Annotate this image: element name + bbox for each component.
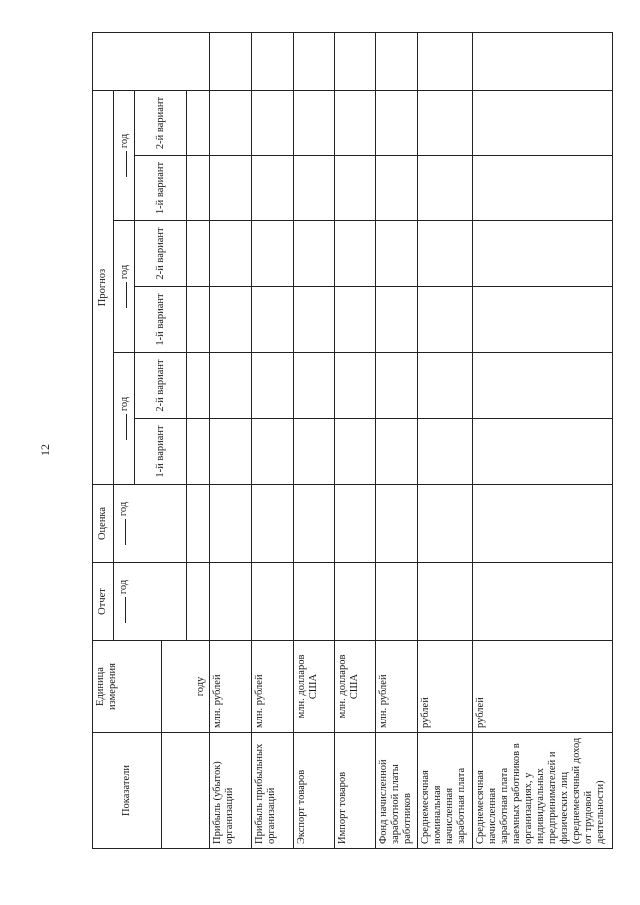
empty-cell [376,353,418,419]
empty-cell [376,563,418,641]
empty-cell [209,353,251,419]
empty-cell [472,485,612,563]
header-estimate-year [114,485,187,563]
header-report: Отчет [93,563,114,641]
empty-cell [209,221,251,287]
empty-cell [334,485,376,563]
empty-cell [418,33,472,91]
empty-cell [472,419,612,485]
forecast-table [92,32,613,849]
row-unit: млн. долларов США [293,641,334,733]
empty-cell [209,485,251,563]
empty-cell [209,33,251,91]
empty-cell [293,419,334,485]
empty-cell [418,485,472,563]
year-label: год [119,264,131,280]
year-blank [116,519,126,545]
empty-cell [376,221,418,287]
header-report-year [114,563,187,641]
empty-cell [187,563,210,641]
empty-cell [209,287,251,353]
empty-cell [209,419,251,485]
row-indicator-name: Экспорт товаров [293,733,334,849]
row-unit: рублей [472,641,612,733]
empty-cell [472,563,612,641]
empty-cell [293,156,334,221]
table-row [376,33,418,849]
empty-cell [251,91,293,156]
header-estimate: Оценка [93,485,114,563]
empty-cell [418,221,472,287]
year-blank [117,414,127,440]
row-unit: млн. рублей [376,641,418,733]
empty-cell [293,563,334,641]
empty-cell [334,33,376,91]
empty-cell [187,156,210,221]
empty-cell [251,485,293,563]
table-row [251,33,293,849]
header-variant-2: 2-й вариант [134,91,186,156]
empty-cell [376,287,418,353]
empty-cell [472,287,612,353]
empty-cell [418,156,472,221]
empty-cell [418,563,472,641]
empty-cell [472,156,612,221]
empty-cell [187,287,210,353]
year-blank [116,597,126,623]
header-indicator: Показатели [93,733,162,849]
year-blank [117,282,127,308]
empty-cell [251,419,293,485]
empty-cell [376,419,418,485]
empty-cell [251,33,293,91]
empty-cell [251,563,293,641]
empty-cell [187,419,210,485]
empty-cell [209,563,251,641]
table-row [209,33,251,849]
empty-cell [187,91,210,156]
empty-cell [251,221,293,287]
empty-cell [187,353,210,419]
empty-cell [418,419,472,485]
empty-cell [472,353,612,419]
table-row [293,33,334,849]
header-forecast-year-2 [114,221,134,353]
header-indicator-subcell [161,733,209,849]
header-variant-1: 1-й вариант [134,419,186,485]
empty-cell [376,156,418,221]
header-variant-2: 2-й вариант [134,353,186,419]
year-label: год [118,579,130,595]
empty-cell [472,33,612,91]
header-forecast-year-1 [114,353,134,485]
empty-cell [293,353,334,419]
empty-cell [334,221,376,287]
empty-cell [251,156,293,221]
empty-cell [418,353,472,419]
header-right-empty [93,33,210,91]
empty-cell [334,563,376,641]
rotated-table-wrapper [92,33,613,849]
row-unit: млн. рублей [251,641,293,733]
empty-cell [187,485,210,563]
empty-cell [293,287,334,353]
empty-cell [418,287,472,353]
row-unit: рублей [418,641,472,733]
row-unit: млн. долларов США [334,641,376,733]
header-variant-2: 2-й вариант [134,221,186,287]
table-row [334,33,376,849]
empty-cell [209,91,251,156]
empty-cell [334,419,376,485]
empty-cell [209,156,251,221]
empty-cell [293,485,334,563]
empty-cell [293,221,334,287]
empty-cell [293,33,334,91]
empty-cell [251,353,293,419]
year-label: год [119,396,131,412]
header-variant-1: 1-й вариант [134,156,186,221]
table-row [418,33,472,849]
empty-cell [187,221,210,287]
header-variant-1: 1-й вариант [134,287,186,353]
row-indicator-name: Среднемесячная начисленная заработная плата наемных работников в организациях, у индивидуальных предпринимателей и физических лиц (среднемесячный доход от трудовой деятельности) [472,733,612,849]
year-label: год [119,133,131,149]
header-forecast: Прогноз [93,91,114,485]
empty-cell [251,287,293,353]
empty-cell [376,485,418,563]
header-unit: Единица измерения [93,641,162,733]
year-label: год [118,501,130,517]
row-indicator-name: Прибыль (убыток) организаций [209,733,251,849]
empty-cell [376,33,418,91]
row-indicator-name: Прибыль прибыльных организаций [251,733,293,849]
page-number: 12 [38,444,52,456]
empty-cell [334,353,376,419]
row-indicator-name: Среднемесячная номинальная начисленная заработная плата [418,733,472,849]
empty-cell [472,221,612,287]
empty-cell [334,287,376,353]
empty-cell [293,91,334,156]
empty-cell [334,156,376,221]
table-row [472,33,612,849]
row-unit: млн. рублей [209,641,251,733]
row-indicator-name: Фонд начисленной заработной платы работников [376,733,418,849]
header-unit-subcell: году [161,641,209,733]
header-forecast-year-3 [114,91,134,221]
row-indicator-name: Импорт товаров [334,733,376,849]
empty-cell [472,91,612,156]
empty-cell [376,91,418,156]
empty-cell [418,91,472,156]
empty-cell [334,91,376,156]
year-blank [117,151,127,177]
header-row-1 [93,33,114,849]
